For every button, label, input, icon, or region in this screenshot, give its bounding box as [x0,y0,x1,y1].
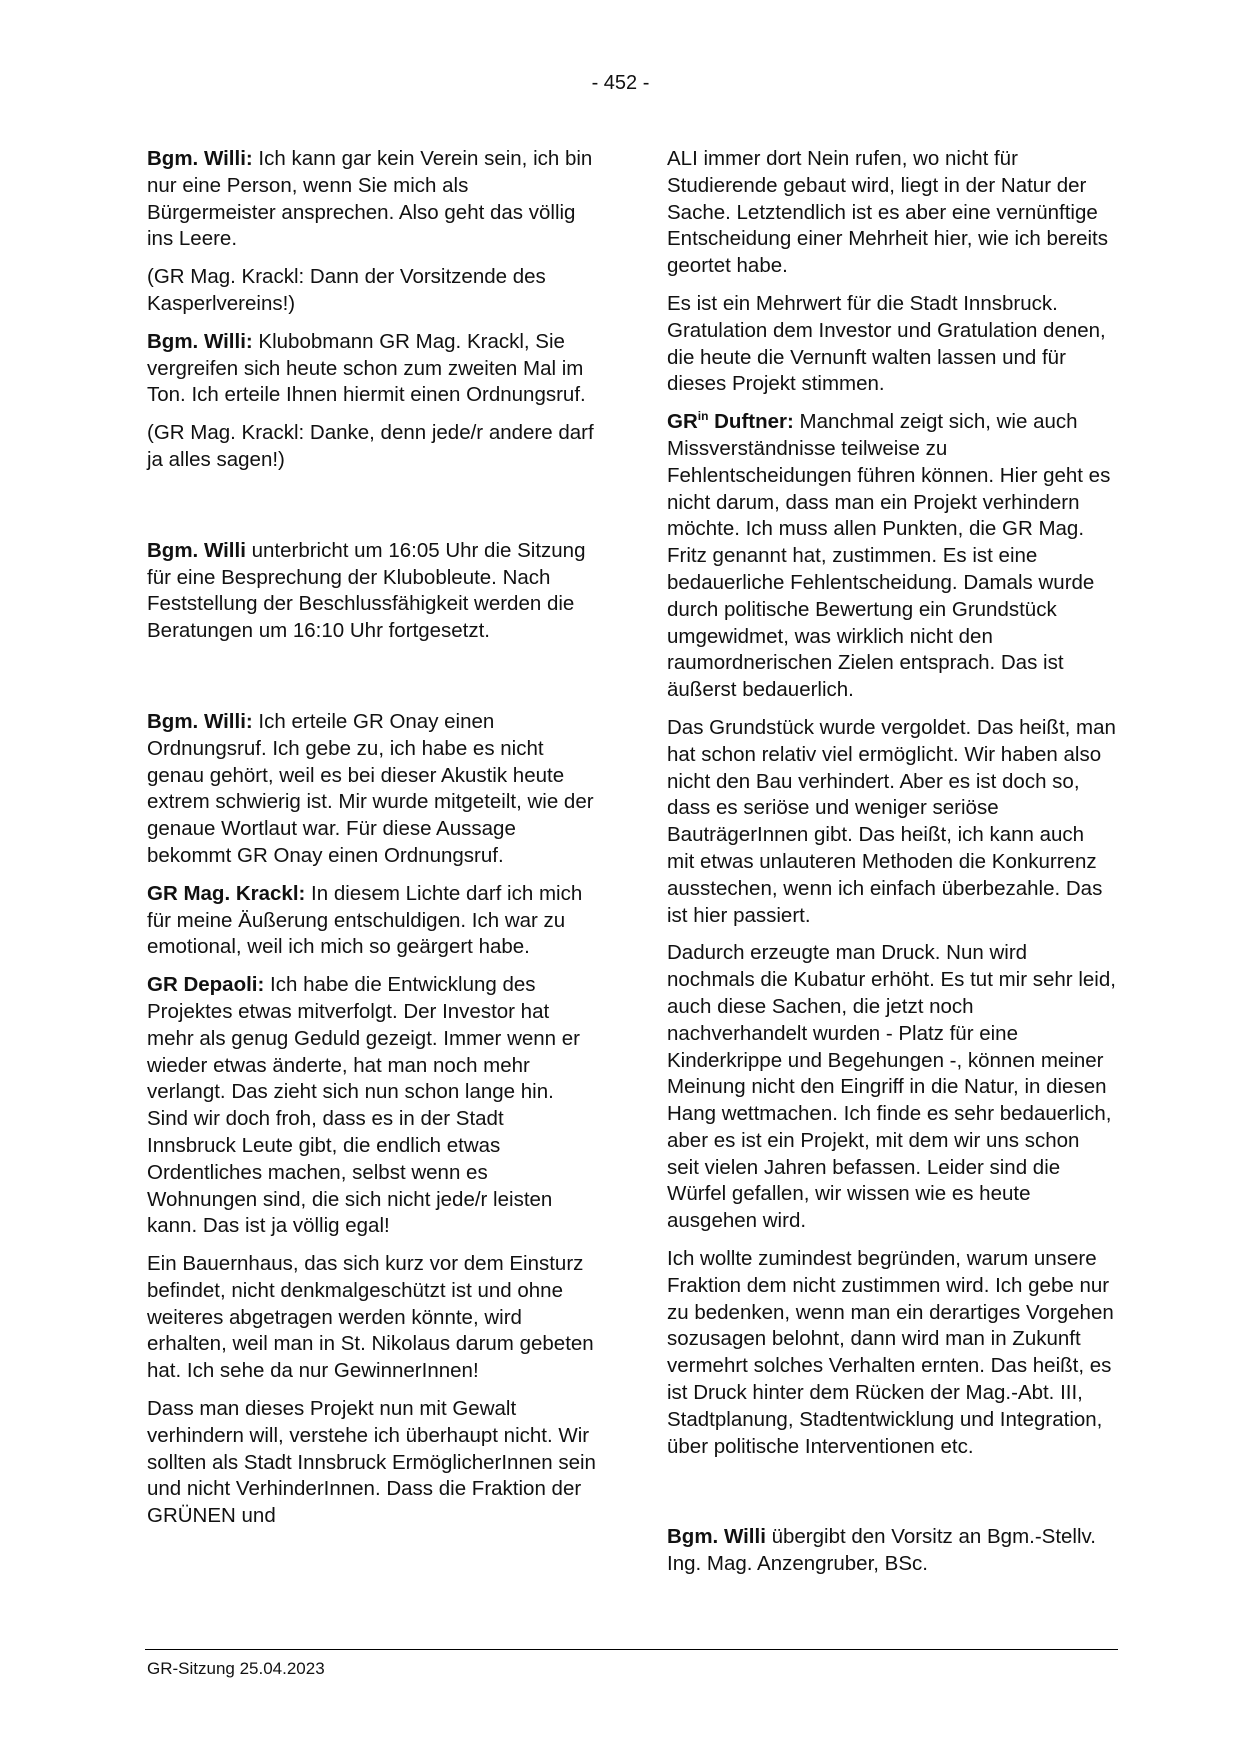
speaker-name: Bgm. Willi: [147,147,253,170]
paragraph-text: In diesem Lichte darf ich mich für meine Äußerung entschuldigen. Ich war zu emotional, weil ich mich so geärgert habe. [147,881,583,959]
paragraph [667,409,1117,704]
paragraph [147,1396,597,1530]
paragraph [147,329,597,409]
paragraph [147,972,597,1240]
paragraph-text: ALI immer dort Nein rufen, wo nicht für Studierende gebaut wird, liegt in der Natur der Sache. Letztendlich ist es aber eine vernünftige Entscheidung einer Mehrheit hier, wie ich bereits geortet habe. [667,147,1108,278]
paragraph-text: Ich habe die Entwicklung des Projektes etwas mitverfolgt. Der Investor hat mehr als genug Geduld gezeigt. Immer wenn er wieder etwas änderte, hat man noch mehr verlangt. Das zieht sich nun schon lange hin. Sind wir doch froh, dass es in der Stadt Innsbruck Leute gibt, die endlich etwas Ordentliches machen, selbst wenn es Wohnungen sind, die sich nicht jede/r leisten kann. Das ist ja völlig egal! [147,973,581,1238]
paragraph-text: Klubobmann GR Mag. Krackl, Sie vergreifen sich heute schon zum zweiten Mal im Ton. Ich erteile Ihnen hiermit einen Ordnungsruf. [147,329,586,407]
paragraph [147,1251,597,1385]
paragraph-text: Ich erteile GR Onay einen Ordnungsruf. Ich gebe zu, ich habe es nicht genau gehört, weil es bei dieser Akustik heute extrem schwierig ist. Mir wurde mitgeteilt, wie der genaue Wortlaut war. Für diese Aussage bekommt GR Onay einen Ordnungsruf. [147,709,594,867]
page-number: - 452 - [591,72,650,94]
paragraph-text: Ein Bauernhaus, das sich kurz vor dem Einsturz befindet, nicht denkmalgeschützt ist und ohne weiteres abgetragen werden könnte, wird erhalten, weil man in St. Nikolaus darum gebeten hat. Ich sehe da nur GewinnerInnen! [147,1252,594,1383]
speaker-surname: Duftner: [708,410,794,434]
paragraph-text: Dadurch erzeugte man Druck. Nun wird nochmals die Kubatur erhöht. Es tut mir sehr leid, auch diese Sachen, die jetzt noch nachverhandelt wurden - Platz für eine Kinderkrippe und Begehungen -, können meiner Meinung nicht den Eingriff in die Natur, in diesen Hang wettmachen. Ich finde es sehr bedauerlich, aber es ist ein Projekt, mit dem wir uns schon seit vielen Jahren befassen. Leider sind die Würfel gefallen, wir wissen wie es heute ausgehen wird. [667,941,1116,1233]
left-column [147,146,597,1530]
paragraph-text: Ich kann gar kein Verein sein, ich bin nur eine Person, wenn Sie mich als Bürgermeister ansprechen. Also geht das völlig ins Leere. [147,147,593,251]
paragraph [147,881,597,961]
paragraph-text: Es ist ein Mehrwert für die Stadt Innsbruck. Gratulation dem Investor und Gratulation denen, die heute die Vernunft walten lassen und für dieses Projekt stimmen. [667,291,1106,396]
paragraph [147,146,597,253]
footer-divider [145,1649,1118,1650]
paragraph-text: (GR Mag. Krackl: Danke, denn jede/r andere darf ja alles sagen!) [147,421,594,471]
procedural-note [147,538,597,645]
footer-session-date: GR-Sitzung 25.04.2023 [147,1659,325,1678]
right-column [667,146,1117,1578]
paragraph-text: Manchmal zeigt sich, wie auch Missverständnisse teilweise zu Fehlentscheidungen führen können. Hier geht es nicht darum, dass man ein Projekt verhindern möchte. Ich muss allen Punkten, die GR Mag. Fritz genannt hat, zustimmen. Es ist eine bedauerliche Fehlentscheidung. Damals wurde durch politische Bewertung ein Grundstück umgewidmet, was wirklich nicht den raumordnerischen Zielen entsprach. Das ist äußerst bedauerlich. [667,410,1111,702]
speaker-name: Bgm. Willi [667,1525,766,1549]
paragraph-text: Ich wollte zumindest begründen, warum unsere Fraktion dem nicht zustimmen wird. Ich gebe nur zu bedenken, wenn man ein derartiges Vorgehen sozusagen belohnt, dann wird man in Zukunft vermehrt solches Verhalten ernten. Das heißt, es ist Druck hinter dem Rücken der Mag.-Abt. III, Stadtplanung, Stadtentwicklung und Integration, über politische Interventionen etc. [667,1247,1114,1458]
paragraph [667,1246,1117,1460]
interjection [147,420,597,474]
speaker-name [667,410,794,433]
speaker-name: Bgm. Willi [147,538,246,562]
paragraph [147,709,597,870]
paragraph-text: Dass man dieses Projekt nun mit Gewalt verhindern will, verstehe ich überhaupt nicht. Wir sollten als Stadt Innsbruck ErmöglicherInnen sein und nicht VerhinderInnen. Dass die Fraktion der GRÜNEN und [147,1397,596,1528]
speaker-name: GR Depaoli: [147,973,265,997]
paragraph-text: Das Grundstück wurde vergoldet. Das heißt, man hat schon relativ viel ermöglicht. Wir haben also nicht den Bau verhindert. Aber es ist doch so, dass es seriöse und weniger seriöse BauträgerInnen gibt. Das heißt, ich kann auch mit etwas unlauteren Methoden die Konkurrenz ausstechen, wenn ich einfach überbezahle. Das ist hier passiert. [667,715,1116,927]
paragraph-text: übergibt den Vorsitz an Bgm.-Stellv. Ing. Mag. Anzengruber, BSc. [667,1525,1096,1576]
paragraph [667,146,1117,280]
interjection [147,264,597,318]
paragraph [667,291,1117,398]
speaker-title: GR [667,410,698,434]
paragraph-text: (GR Mag. Krackl: Dann der Vorsitzende des Kasperlvereins!) [147,265,546,315]
speaker-title-suffix: in [697,409,709,424]
speaker-name: Bgm. Willi: [147,329,253,353]
speaker-name: Bgm. Willi: [147,709,253,733]
paragraph [667,940,1117,1235]
paragraph-text: unterbricht um 16:05 Uhr die Sitzung für eine Besprechung der Klubobleute. Nach Feststellung der Beschlussfähigkeit werden die Beratungen um 16:10 Uhr fortgesetzt. [147,538,586,643]
paragraph [667,715,1117,929]
speaker-name: GR Mag. Krackl: [147,881,306,905]
procedural-note [667,1524,1117,1578]
